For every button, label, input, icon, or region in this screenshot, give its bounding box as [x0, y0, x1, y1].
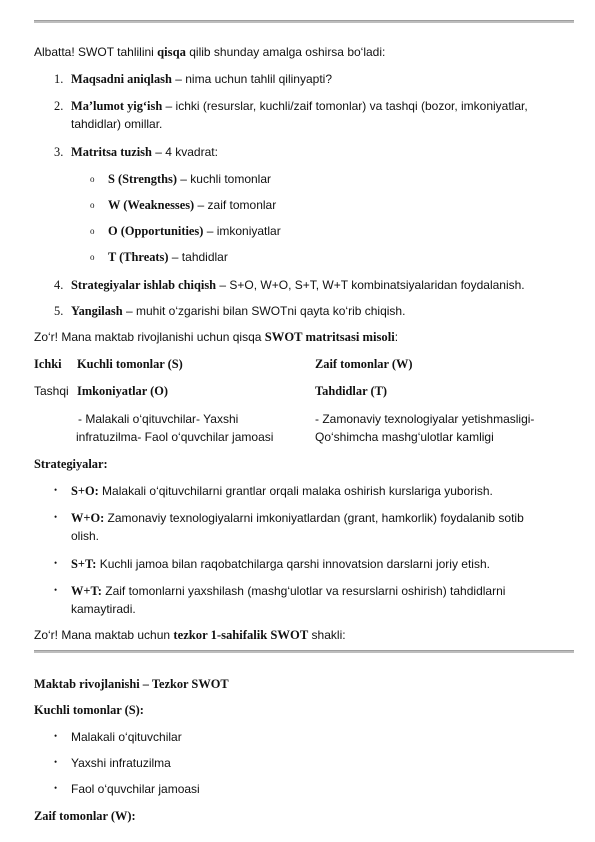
step-text: – ichki (resurslar, kuchli/zaif tomonlar) va tashqi (bozor, imkoniyatlar, — [162, 99, 528, 113]
intro-bold: qisqa — [157, 45, 186, 59]
outro-line — [34, 628, 346, 644]
step-text-continued: tahdidlar) omillar. — [71, 117, 163, 131]
bullet-icon: • — [54, 485, 58, 495]
quadrant-text: – zaif tomonlar — [194, 198, 277, 212]
step-title: Yangilash — [71, 304, 123, 318]
step-number: 1. — [54, 72, 64, 86]
step-text: – muhit o‘zgarishi bilan SWOTni qayta ko‘rib chiqish. — [122, 304, 406, 318]
example-line — [34, 330, 398, 346]
step-number: 2. — [54, 99, 64, 113]
quadrant-text: – tahdidlar — [168, 250, 228, 264]
table-cell-strengths: infratuzilma- Faol o‘quvchilar jamoasi — [76, 430, 274, 444]
list-item-text: Faol o‘quvchilar jamoasi — [71, 782, 200, 796]
intro-text: Albatta! SWOT tahlilini — [34, 45, 158, 59]
table-header-weaknesses: Zaif tomonlar (W) — [315, 357, 413, 371]
strategy-text: Malakali o‘qituvchilarni grantlar orqali malaka oshirish kurslariga yuborish. — [98, 484, 493, 498]
bullet-icon: • — [54, 585, 58, 595]
circle-bullet-icon: o — [90, 252, 95, 262]
strategy-text: Zaif tomonlarni yaxshilash (mashg‘ulotlar va resurslarni oshirish) tahdidlarni — [101, 584, 506, 598]
example-text-end: : — [394, 330, 399, 344]
bullet-icon: • — [54, 558, 58, 568]
table-header-external: Tashqi — [34, 384, 69, 398]
example-text: Zo‘r! Mana maktab rivojlanishi uchun qisqa — [34, 330, 265, 344]
circle-bullet-icon: o — [90, 174, 95, 184]
quadrant-text: – kuchli tomonlar — [176, 172, 272, 186]
step-title: Maqsadni aniqlash — [71, 72, 172, 86]
step-text: – S+O, W+O, S+T, W+T kombinatsiyalaridan foydalanish. — [216, 278, 525, 292]
strategy-text-continued: olish. — [71, 529, 100, 543]
list-item-text: Malakali o‘qituvchilar — [71, 730, 182, 744]
table-cell-weaknesses: Qo‘shimcha mashg‘ulotlar kamligi — [315, 430, 494, 444]
bullet-icon: • — [54, 783, 58, 793]
step-item — [54, 72, 333, 88]
table-cell-weaknesses: - Zamonaviy texnologiyalar yetishmasligi- — [315, 412, 535, 426]
step-item — [54, 278, 525, 294]
quadrant-title: W (Weaknesses) — [108, 198, 195, 212]
example-bold: SWOT matritsasi misoli — [264, 330, 395, 344]
top-divider — [34, 20, 574, 23]
strategy-text: Kuchli jamoa bilan raqobatchilarga qarshi innovatsion darslarni joriy etish. — [96, 557, 490, 571]
step-number: 4. — [54, 278, 64, 292]
step-item — [54, 99, 528, 115]
step-text: – 4 kvadrat: — [151, 145, 218, 159]
table-header-threats: Tahdidlar (T) — [315, 384, 387, 398]
table-header-opportunities: Imkoniyatlar (O) — [77, 384, 168, 398]
strengths-heading: Kuchli tomonlar (S): — [34, 703, 144, 717]
strategies-heading: Strategiyalar: — [34, 457, 108, 471]
quadrant-title: S (Strengths) — [108, 172, 177, 186]
strategy-label: S+O: — [71, 484, 99, 498]
intro-text-end: qilib shunday amalga oshirsa bo‘ladi: — [185, 45, 386, 59]
strategy-text: Zamonaviy texnologiyalarni imkoniyatlardan (grant, hamkorlik) foydalanib sotib — [104, 511, 524, 525]
table-cell-strengths: - Malakali o‘qituvchilar- Yaxshi — [78, 412, 239, 426]
quadrant-title: O (Opportunities) — [108, 224, 204, 238]
strategy-text-continued: kamaytiradi. — [71, 602, 136, 616]
step-text: – nima uchun tahlil qilinyapti? — [171, 72, 333, 86]
section-divider — [34, 650, 574, 653]
step-title: Matritsa tuzish — [71, 145, 152, 159]
weaknesses-heading: Zaif tomonlar (W): — [34, 809, 136, 823]
outro-text-end: shakli: — [308, 628, 346, 642]
quadrant-title: T (Threats) — [108, 250, 169, 264]
list-item-text: Yaxshi infratuzilma — [71, 756, 171, 770]
table-header-internal: Ichki — [34, 357, 62, 371]
section-title: Maktab rivojlanishi – Tezkor SWOT — [34, 677, 229, 691]
bullet-icon: • — [54, 731, 58, 741]
step-title: Ma’lumot yig‘ish — [71, 99, 163, 113]
quadrant-text: – imkoniyatlar — [203, 224, 281, 238]
strategy-label: W+O: — [71, 511, 105, 525]
outro-bold: tezkor 1-sahifalik SWOT — [173, 628, 309, 642]
bullet-icon: • — [54, 757, 58, 767]
step-item — [54, 145, 218, 161]
step-number: 5. — [54, 304, 64, 318]
step-title: Strategiyalar ishlab chiqish — [71, 278, 217, 292]
strategy-label: S+T: — [71, 557, 97, 571]
circle-bullet-icon: o — [90, 226, 95, 236]
outro-text: Zo‘r! Mana maktab uchun — [34, 628, 174, 642]
intro-line — [34, 45, 385, 61]
bullet-icon: • — [54, 512, 58, 522]
step-item — [54, 304, 406, 320]
table-header-strengths: Kuchli tomonlar (S) — [77, 357, 183, 371]
circle-bullet-icon: o — [90, 200, 95, 210]
step-number: 3. — [54, 145, 64, 159]
strategy-label: W+T: — [71, 584, 102, 598]
